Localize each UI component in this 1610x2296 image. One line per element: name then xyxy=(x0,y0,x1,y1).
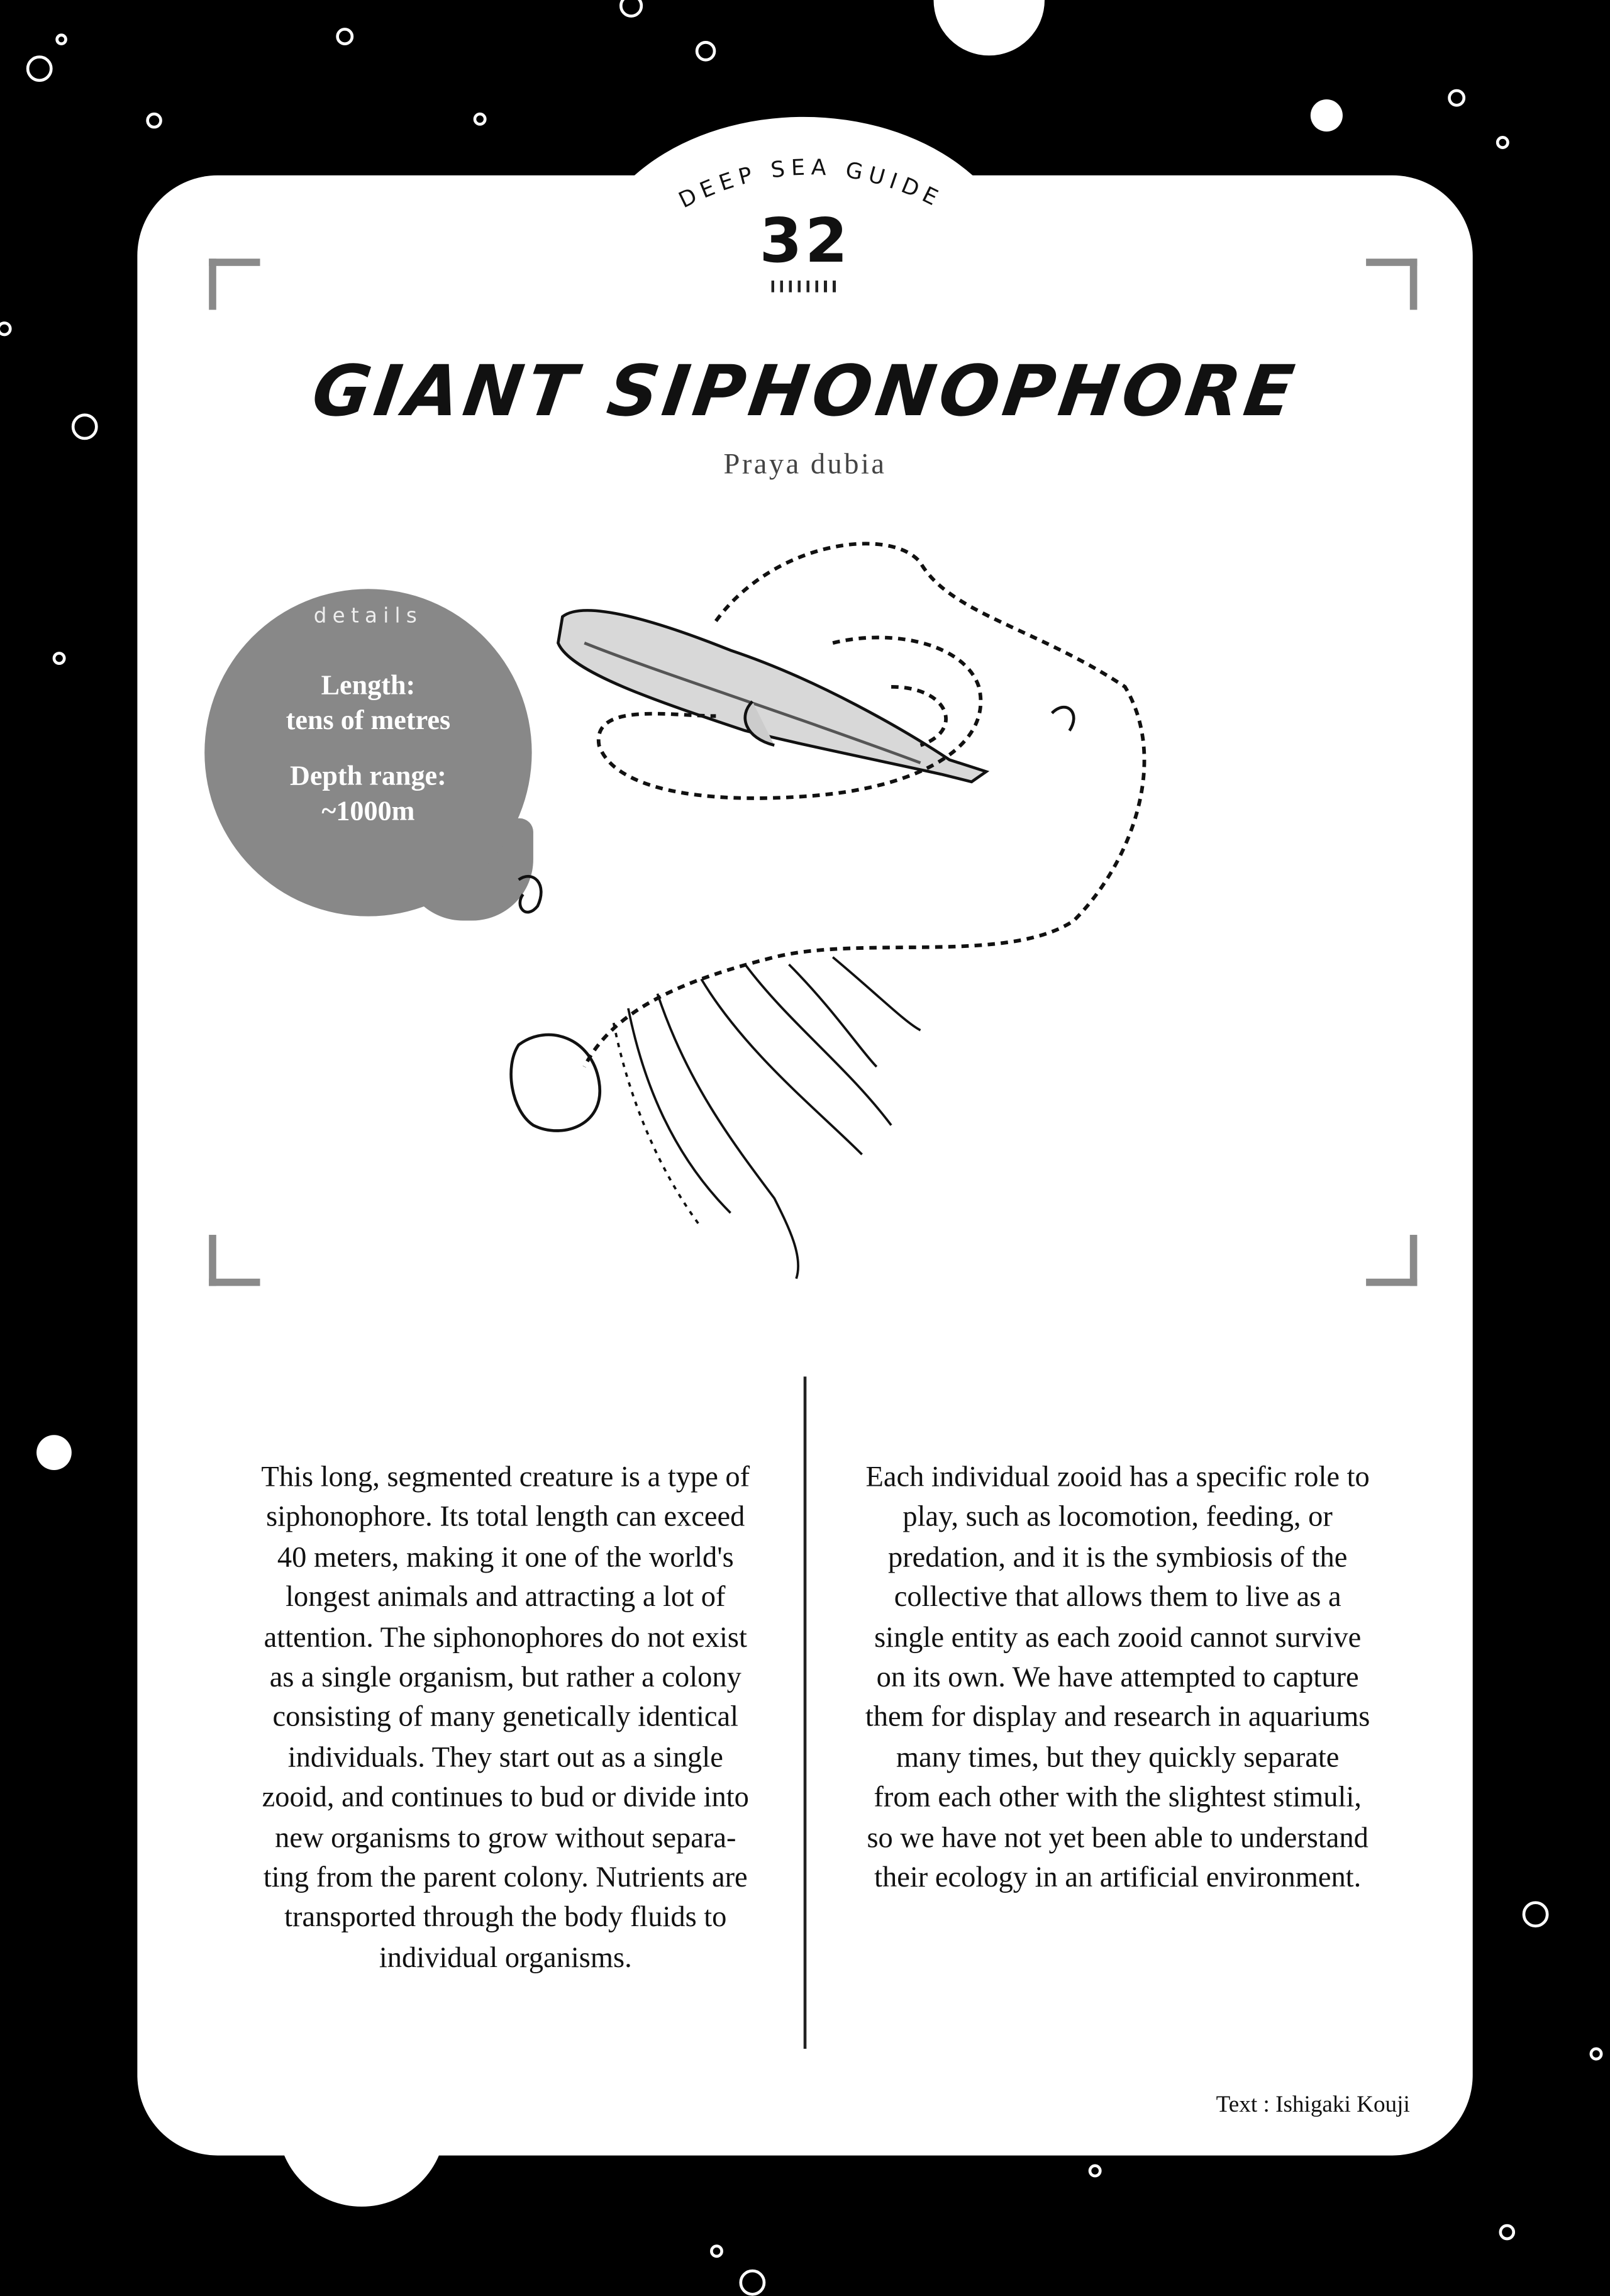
paragraph-line: single entity as each zooid cannot survive xyxy=(874,1621,1362,1654)
card-bottom-tab xyxy=(277,2090,445,2207)
paragraph-line: siphonophore. Its total length can exceed xyxy=(266,1501,745,1534)
paragraph-line: collective that allows them to live as a xyxy=(894,1581,1341,1614)
paragraph-line: as a single organism, but rather a colony xyxy=(269,1661,741,1694)
bubble-decoration xyxy=(696,41,716,62)
bubble-decoration xyxy=(619,0,643,18)
bubble-decoration xyxy=(933,0,1045,55)
paragraph-line: zooid, and continues to bud or divide into xyxy=(262,1781,749,1814)
depth-label: Depth range: xyxy=(289,761,447,793)
bubble-decoration xyxy=(709,2244,723,2257)
paragraph-line: ting from the parent colony. Nutrients are xyxy=(263,1861,748,1894)
bubble-decoration xyxy=(336,28,353,45)
text-credit: Text : Ishigaki Kouji xyxy=(1216,2092,1410,2118)
paragraph-line: them for display and research in aquariums xyxy=(865,1702,1370,1734)
bubble-decoration xyxy=(1088,2163,1101,2176)
siphonophore-chain xyxy=(584,543,1144,1067)
small-bubble-doodle xyxy=(519,876,541,912)
corner-bracket-bottom-left xyxy=(209,1235,260,1286)
corner-bracket-top-right xyxy=(1366,259,1417,309)
column-divider xyxy=(804,1376,807,2049)
paragraph-line: attention. The siphonophores do not exist xyxy=(264,1621,747,1654)
paragraph-line: 40 meters, making it one of the world's xyxy=(277,1541,734,1574)
paragraph-line: on its own. We have attempted to capture xyxy=(876,1661,1359,1694)
paragraph-line: individuals. They start out as a single xyxy=(287,1741,723,1774)
details-label: details xyxy=(313,605,423,628)
description-left-column xyxy=(219,1458,792,1979)
paragraph-line: new organisms to grow without separa- xyxy=(275,1822,736,1854)
length-value: tens of metres xyxy=(286,706,451,737)
page-number: 32 xyxy=(759,204,851,277)
paragraph-line: consisting of many genetically identical xyxy=(272,1702,739,1734)
paragraph-line: longest animals and attracting a lot of xyxy=(286,1581,726,1614)
bubble-decoration xyxy=(1589,2047,1602,2060)
bubble-decoration xyxy=(473,112,486,125)
description-right-column xyxy=(818,1458,1417,1898)
paragraph-line: This long, segmented creature is a type of xyxy=(261,1461,750,1494)
tick-marks xyxy=(772,281,839,293)
paragraph-line: from each other with the slightest stimuli, xyxy=(874,1781,1362,1814)
bubble-decoration xyxy=(55,33,67,45)
bubble-decoration xyxy=(1448,89,1465,107)
length-label: Length: xyxy=(321,671,416,702)
depth-value: ~1000m xyxy=(321,796,415,827)
bubble-decoration xyxy=(1496,135,1509,148)
svg-text:DEEP SEA GUIDE: DEEP SEA GUIDE xyxy=(675,155,947,214)
corner-bracket-bottom-right xyxy=(1366,1235,1417,1286)
corner-bracket-top-left xyxy=(209,259,260,309)
bubble-decoration xyxy=(1498,2224,1514,2240)
siphonophore-whale-illustration xyxy=(482,526,1184,1286)
bubble-decoration xyxy=(1523,1901,1549,1927)
bubble-decoration xyxy=(145,112,162,128)
bubble-decoration xyxy=(0,321,12,336)
tentacles xyxy=(614,957,921,1279)
paragraph-line: many times, but they quickly separate xyxy=(896,1741,1340,1774)
paragraph-line: individual organisms. xyxy=(379,1942,632,1975)
paragraph-line: their ecology in an artificial environment. xyxy=(874,1861,1362,1894)
bubble-decoration xyxy=(739,2270,765,2296)
bubble-decoration xyxy=(26,55,53,82)
paragraph-line: Each individual zooid has a specific role to xyxy=(865,1461,1370,1494)
paragraph-line: predation, and it is the symbiosis of the xyxy=(887,1541,1348,1574)
small-bubble-doodle xyxy=(1052,707,1074,730)
species-title: GIANT SIPHONOPHORE xyxy=(307,350,1303,433)
scientific-name: Praya dubia xyxy=(723,449,887,481)
whale-drawing xyxy=(558,610,986,781)
bubble-decoration xyxy=(52,651,65,664)
paragraph-line: play, such as locomotion, feeding, or xyxy=(902,1501,1333,1534)
paragraph-line: transported through the body fluids to xyxy=(284,1902,727,1934)
bubble-decoration xyxy=(36,1435,72,1470)
nectophore-head xyxy=(511,1035,600,1130)
paragraph-line: so we have not yet been able to understand xyxy=(867,1822,1368,1854)
bubble-decoration xyxy=(1311,99,1343,131)
